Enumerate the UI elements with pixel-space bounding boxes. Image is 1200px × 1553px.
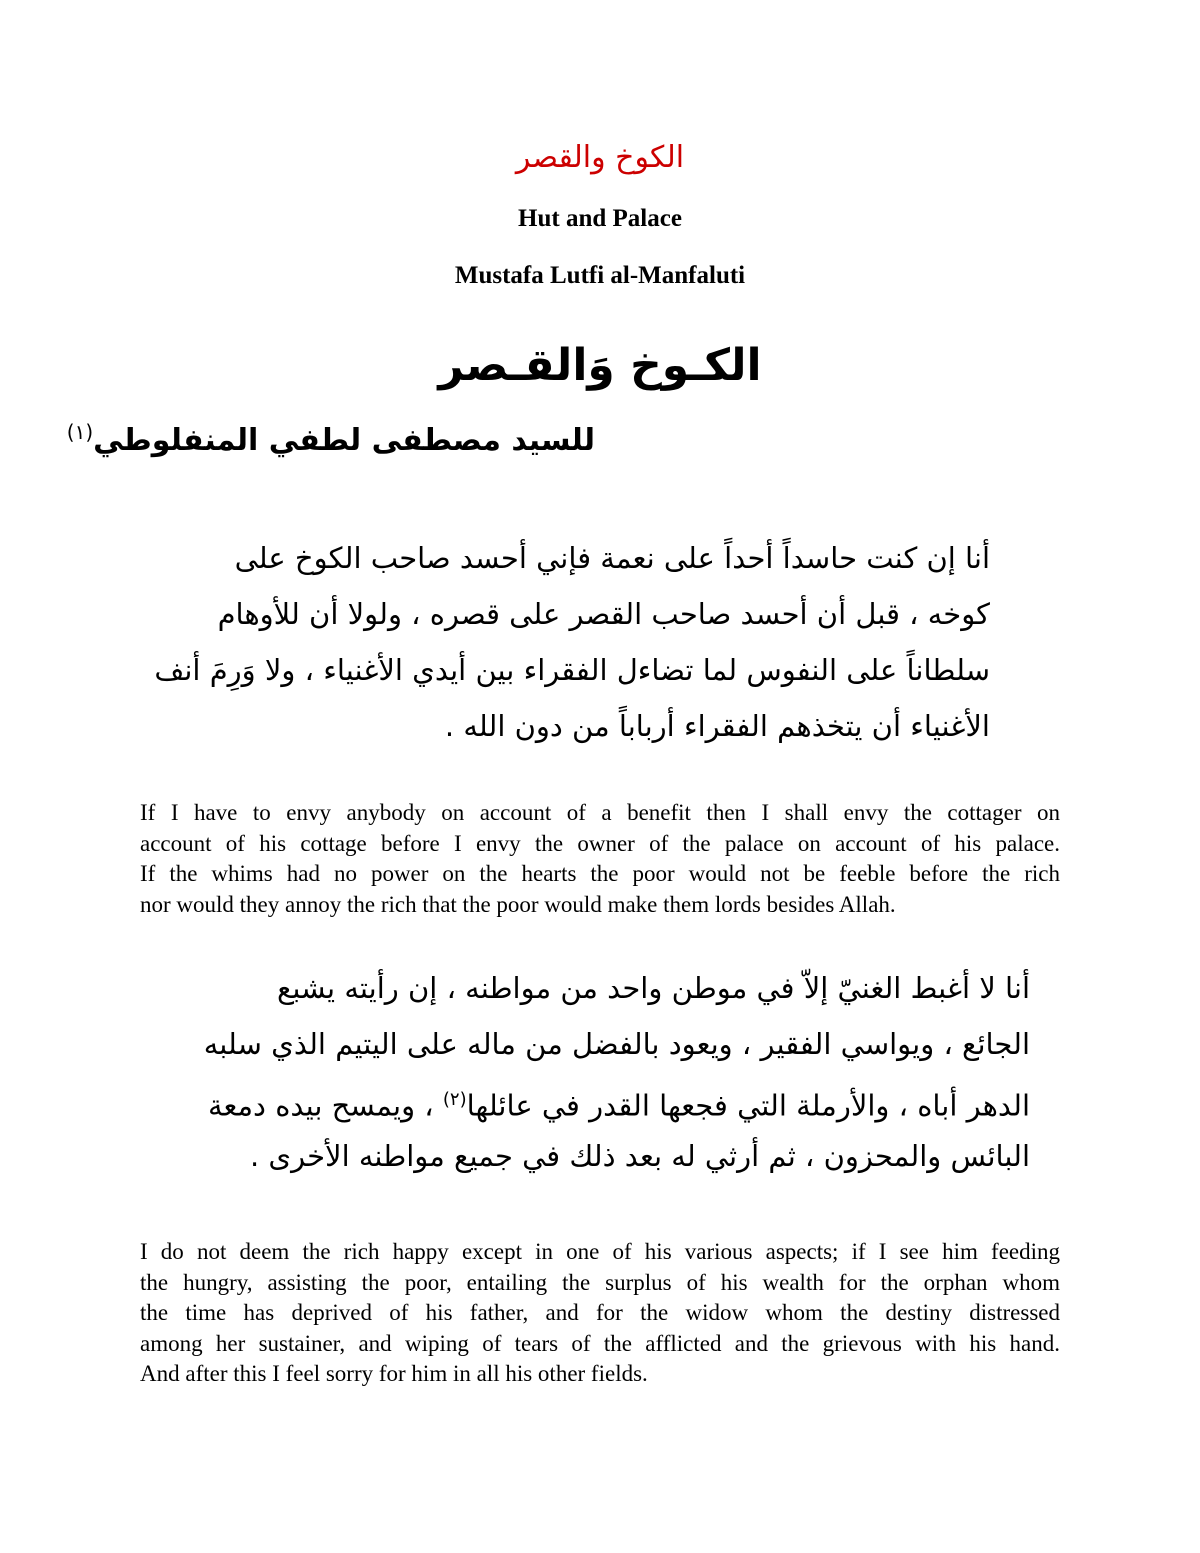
english-line: account of his cottage before I envy the owner of the palace on account of his palace. [140, 830, 1060, 856]
arabic-line: الجائع ، ويواسي الفقير ، ويعود بالفضل من ماله على اليتيم الذي سلبه [203, 1027, 1030, 1061]
arabic-passage-1 [154, 530, 990, 754]
scanned-author-name: للسيد مصطفى لطفي المنفلوطي [93, 423, 595, 458]
arabic-line-text: الدهر أباه ، والأرملة التي فجعها القدر في عائلها [466, 1088, 1030, 1123]
english-line: And after this I feel sorry for him in all his other fields. [140, 1361, 648, 1386]
arabic-line: سلطاناً على النفوس لما تضاءل الفقراء بين أيدي الأغنياء ، ولا وَرِمَ أنف [154, 653, 990, 687]
arabic-line: البائس والمحزون ، ثم أرثي له بعد ذلك في جميع مواطنه الأخرى . [249, 1139, 1030, 1173]
arabic-title: الكوخ والقصر [515, 140, 685, 175]
arabic-line: كوخه ، قبل أن أحسد صاحب القصر على قصره ، ولولا أن للأوهام [217, 597, 990, 631]
english-line: the hungry, assisting the poor, entailing the surplus of his wealth for the orphan whom [140, 1269, 1060, 1295]
arabic-passage-2 [203, 960, 1030, 1184]
arabic-footnote: (٢) [442, 1089, 467, 1110]
english-line: among her sustainer, and wiping of tears of the afflicted and the grievous with his hand. [140, 1330, 1060, 1356]
scanned-arabic-author [66, 420, 595, 458]
english-line: I do not deem the rich happy except in one of his various aspects; if I see him feeding [140, 1239, 1060, 1264]
english-line: If I have to envy anybody on account of a benefit then I shall envy the cottager on [140, 800, 1060, 825]
english-author: Mustafa Lutfi al-Manfaluti [454, 262, 746, 289]
arabic-line: أنا لا أغبط الغنيّ إلاّ في موطن واحد من مواطنه ، إن رأيته يشبع [277, 971, 1030, 1005]
english-passage-2 [140, 1237, 1060, 1390]
english-passage-1 [140, 798, 1060, 920]
english-line: nor would they annoy the rich that the poor would make them lords besides Allah. [140, 891, 896, 917]
english-title: Hut and Palace [518, 205, 682, 232]
english-line: If the whims had no power on the hearts the poor would not be feeble before the rich [140, 861, 1060, 886]
english-line: the time has deprived of his father, and for the widow whom the destiny distressed [140, 1300, 1060, 1325]
scanned-author-footnote: (١) [66, 420, 94, 444]
arabic-line-text: ، ويمسح بيده دمعة [207, 1088, 443, 1123]
arabic-line: الأغنياء أن يتخذهم الفقراء أرباباً من دون الله . [444, 709, 990, 743]
arabic-line [207, 1072, 1030, 1128]
arabic-line: أنا إن كنت حاسداً أحداً على نعمة فإني أحسد صاحب الكوخ على [234, 541, 990, 575]
scanned-arabic-heading: الكـوخ وَالقـصر [438, 340, 762, 391]
